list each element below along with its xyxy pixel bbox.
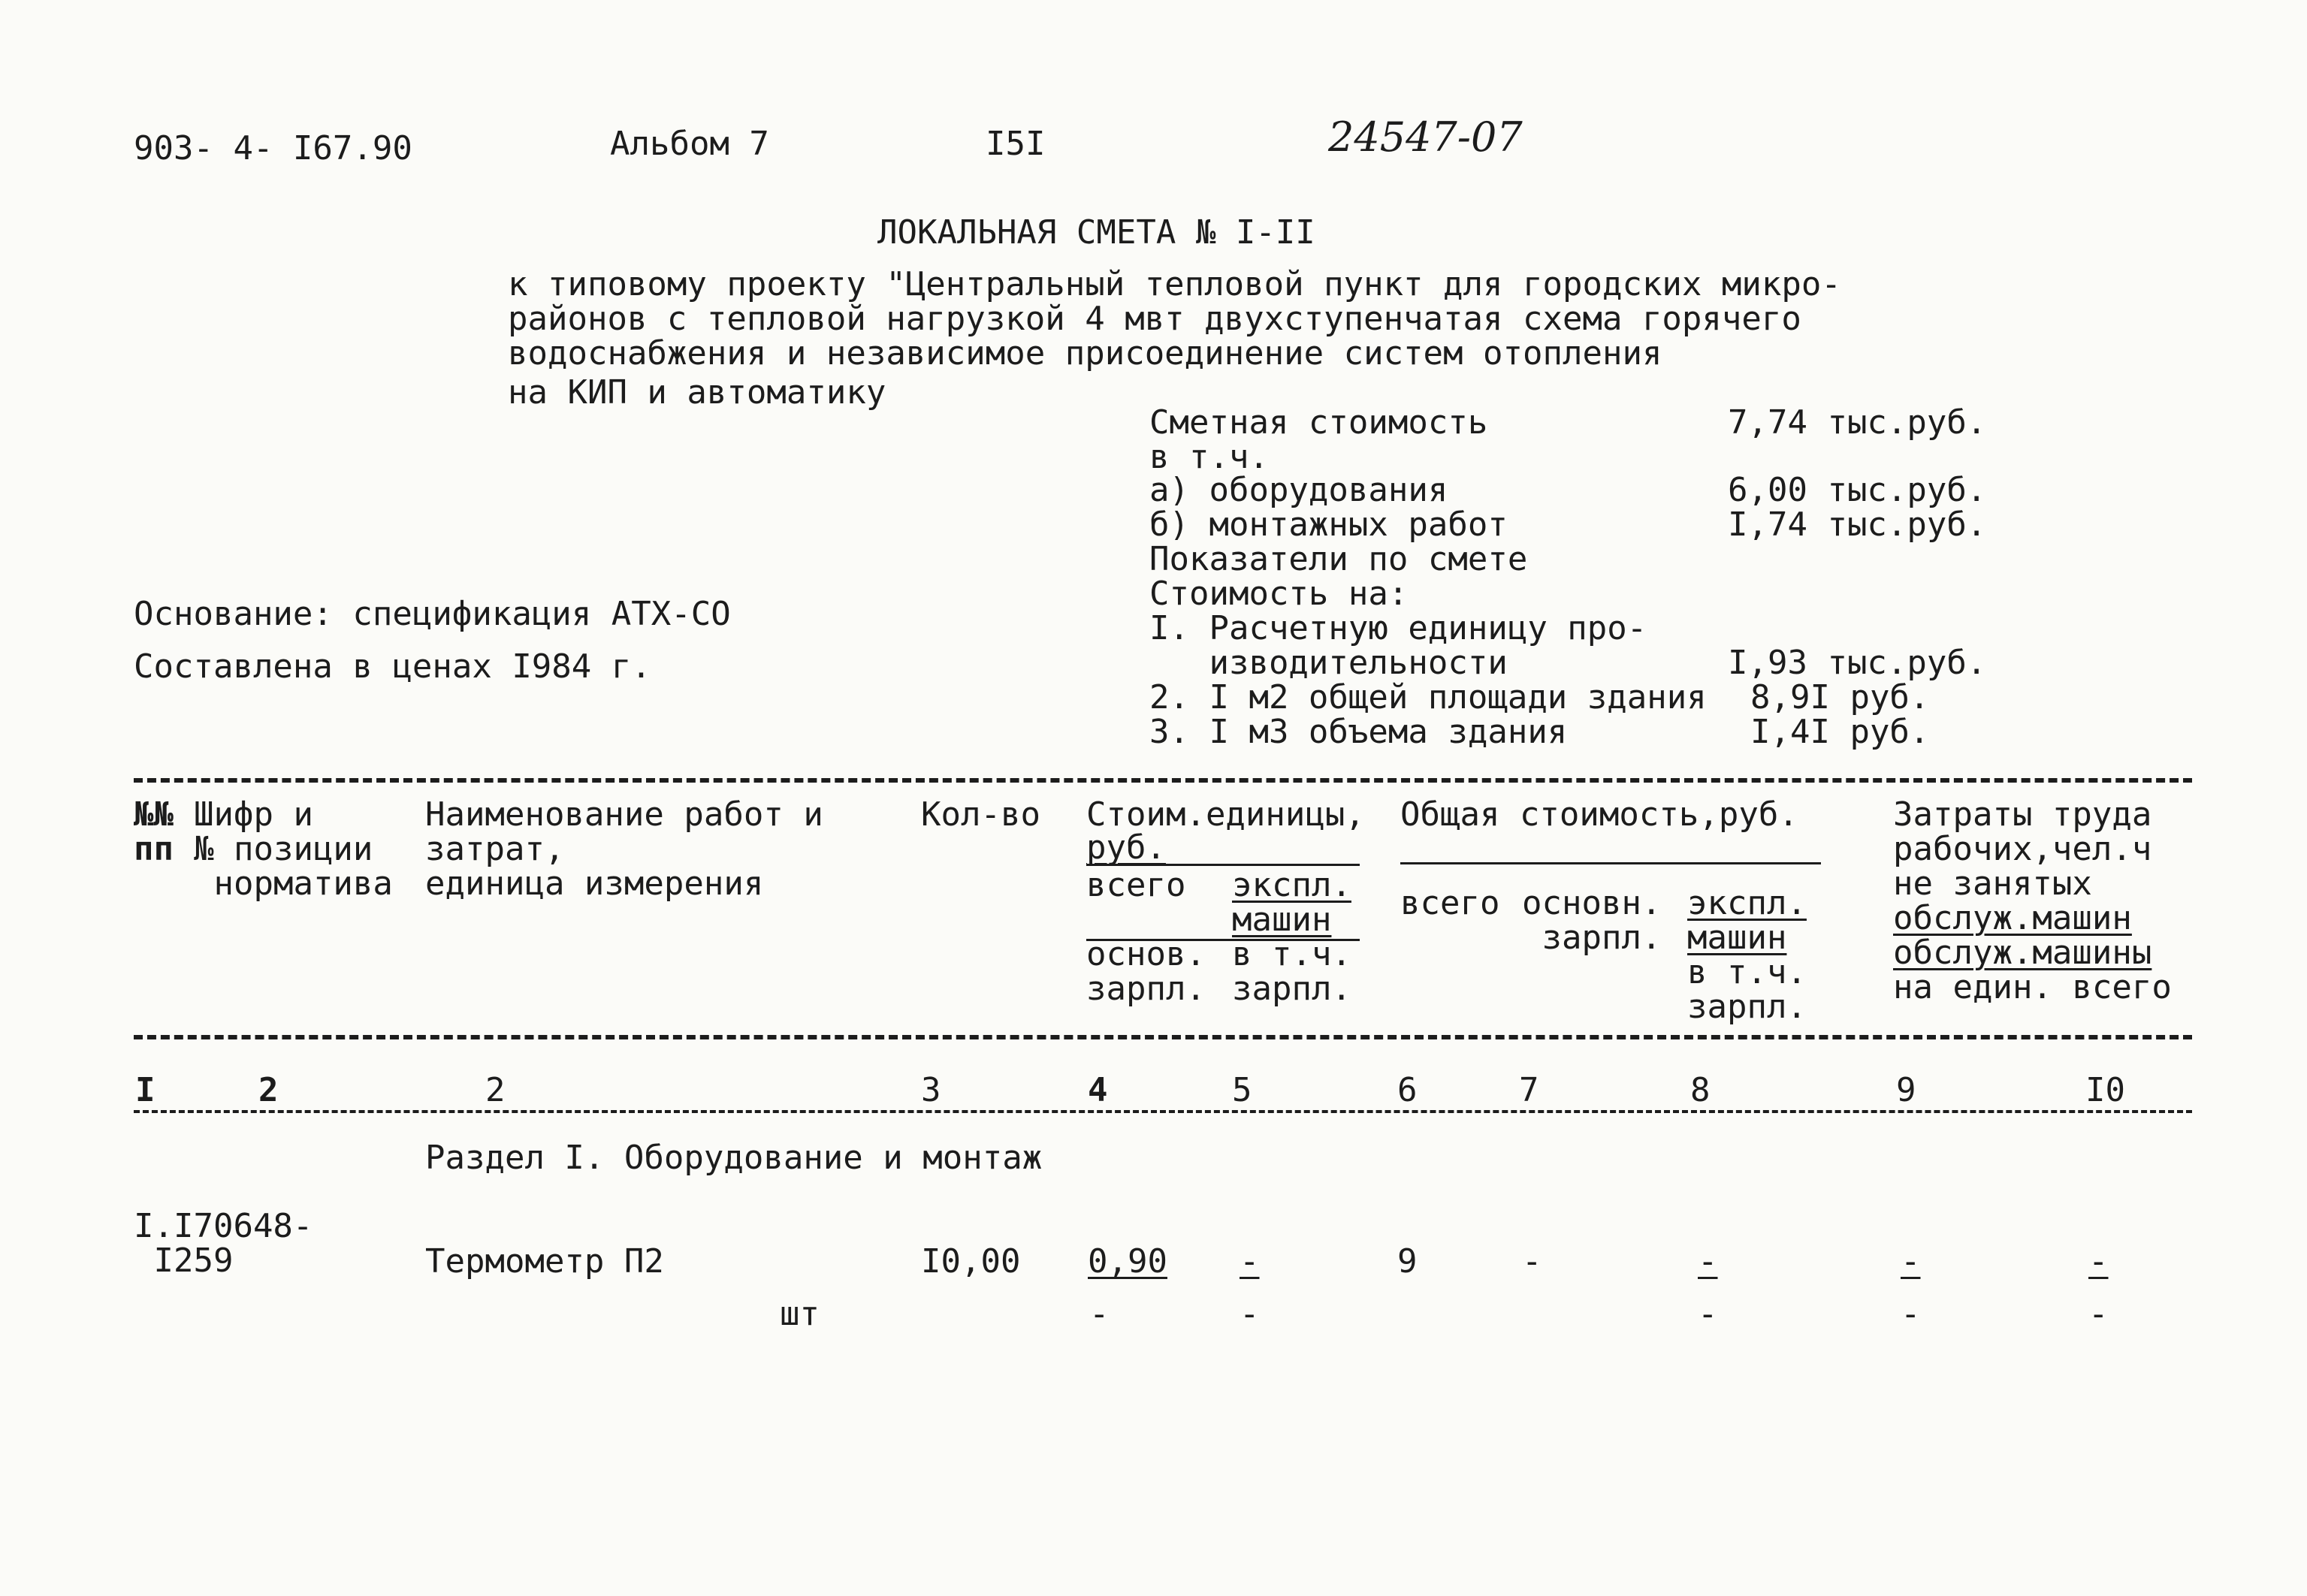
header-labor-machines: обслуж.машин (1893, 899, 2132, 937)
header-total-cost: Общая стоимость,руб. (1400, 795, 1798, 834)
summary-value: I,93 тыс.руб. (1728, 644, 1987, 682)
summary-label: 3. I м3 объема здания (1149, 713, 1568, 751)
header-total-machines: экспл. машин (1687, 884, 1807, 957)
summary-label: в т.ч. (1149, 438, 1269, 476)
row-machines: - (1698, 1242, 1718, 1281)
row-name: Термометр П2 (425, 1242, 664, 1281)
album-label: Альбом 7 (610, 125, 769, 163)
header-col-num: №№ пп (134, 795, 174, 868)
row-qty: I0,00 (921, 1242, 1021, 1281)
prices-line: Составлена в ценах I984 г. (134, 647, 651, 686)
summary-value: I,74 тыс.руб. (1728, 505, 1987, 544)
header-unit-machines: экспл. машин (1232, 866, 1351, 939)
header-unit-total: всего (1086, 866, 1186, 904)
row-total: 9 (1397, 1242, 1418, 1281)
page-number: I5I (986, 125, 1046, 163)
header-unit-cost-currency: руб. (1086, 828, 1166, 867)
column-number: 6 (1397, 1071, 1418, 1109)
row-labor-total-sub: - (2088, 1295, 2109, 1333)
subtitle-line-2: районов с тепловой нагрузкой 4 мвт двухступенчатая схема горячего (508, 300, 1801, 338)
summary-label: Сметная стоимость (1149, 403, 1488, 442)
row-wage: - (1522, 1242, 1542, 1281)
header-unit-incl-wage: в т.ч. зарпл. (1232, 935, 1351, 1008)
summary-label: Показатели по смете (1149, 540, 1528, 578)
table-header-bottom-rule (134, 1035, 2192, 1039)
section-title: Раздел I. Оборудование и монтаж (425, 1139, 1043, 1177)
summary-label: б) монтажных работ (1149, 505, 1508, 544)
header-labor-machine: обслуж.машины (1893, 934, 2152, 972)
summary-value: 6,00 тыс.руб. (1728, 471, 1987, 509)
table-top-rule (134, 778, 2192, 783)
header-divider (1400, 862, 1821, 864)
column-number: 4 (1088, 1071, 1108, 1109)
column-number: 3 (921, 1071, 941, 1109)
subtitle-line-1: к типовому проекту "Центральный тепловой пункт для городских микро- (508, 265, 1841, 303)
column-number: 7 (1519, 1071, 1539, 1109)
header-total-wage: основн. зарпл. (1522, 884, 1662, 957)
subtitle-line-4: на КИП и автоматику (508, 373, 886, 412)
header-col-qty: Кол-во (921, 795, 1040, 834)
column-number: 8 (1690, 1071, 1711, 1109)
page-title: ЛОКАЛЬНАЯ СМЕТА № I-II (877, 213, 1315, 252)
header-unit-wage: основ. зарпл. (1086, 935, 1206, 1008)
column-number: I0 (2085, 1071, 2125, 1109)
subtitle-line-3: водоснабжения и независимое присоединение систем отопления (508, 334, 1662, 373)
row-labor-unit-sub: - (1901, 1295, 1921, 1333)
row-unit-total-wage: - (1089, 1295, 1110, 1333)
summary-label: а) оборудования (1149, 471, 1448, 509)
handwritten-number: 24547-07 (1328, 113, 1523, 161)
row-code: I.I70648- I259 (134, 1207, 313, 1280)
column-number: 2 (258, 1071, 279, 1109)
column-numbers-rule (134, 1110, 2192, 1113)
row-unit-total: 0,90 (1088, 1242, 1167, 1281)
row-unit-incl-wage: - (1240, 1295, 1260, 1333)
column-number: 2 (485, 1071, 506, 1109)
document-code: 903- 4- I67.90 (134, 129, 412, 167)
row-unit-machines: - (1240, 1242, 1260, 1281)
summary-value: I,4I руб. (1750, 713, 1930, 751)
row-labor-total: - (2088, 1242, 2109, 1281)
header-labor-per-unit: на един. всего (1893, 968, 2172, 1006)
summary-label: изводительности (1149, 644, 1508, 682)
row-machines-wage: - (1698, 1295, 1718, 1333)
column-number: 9 (1896, 1071, 1916, 1109)
header-col-name: Наименование работ и затрат, единица измерения (425, 795, 823, 903)
header-total-incl-wage: в т.ч. зарпл. (1687, 953, 1807, 1026)
row-labor-unit: - (1901, 1242, 1921, 1281)
header-unit-cost: Стоим.единицы, (1086, 795, 1365, 834)
summary-label: Стоимость на: (1149, 575, 1409, 613)
row-unit: шт (780, 1295, 820, 1333)
column-number: 5 (1232, 1071, 1252, 1109)
summary-value: 8,9I руб. (1750, 678, 1930, 717)
column-number: I (135, 1071, 156, 1109)
header-col-code: Шифр и № позиции норматива (194, 795, 393, 903)
summary-value: 7,74 тыс.руб. (1728, 403, 1987, 442)
header-total-all: всего (1400, 884, 1500, 922)
header-labor: Затраты труда рабочих,чел.ч не занятых (1893, 795, 2152, 903)
basis-line: Основание: спецификация АТХ-СО (134, 595, 731, 633)
summary-label: 2. I м2 общей площади здания (1149, 678, 1707, 717)
summary-label: I. Расчетную единицу про- (1149, 609, 1647, 647)
